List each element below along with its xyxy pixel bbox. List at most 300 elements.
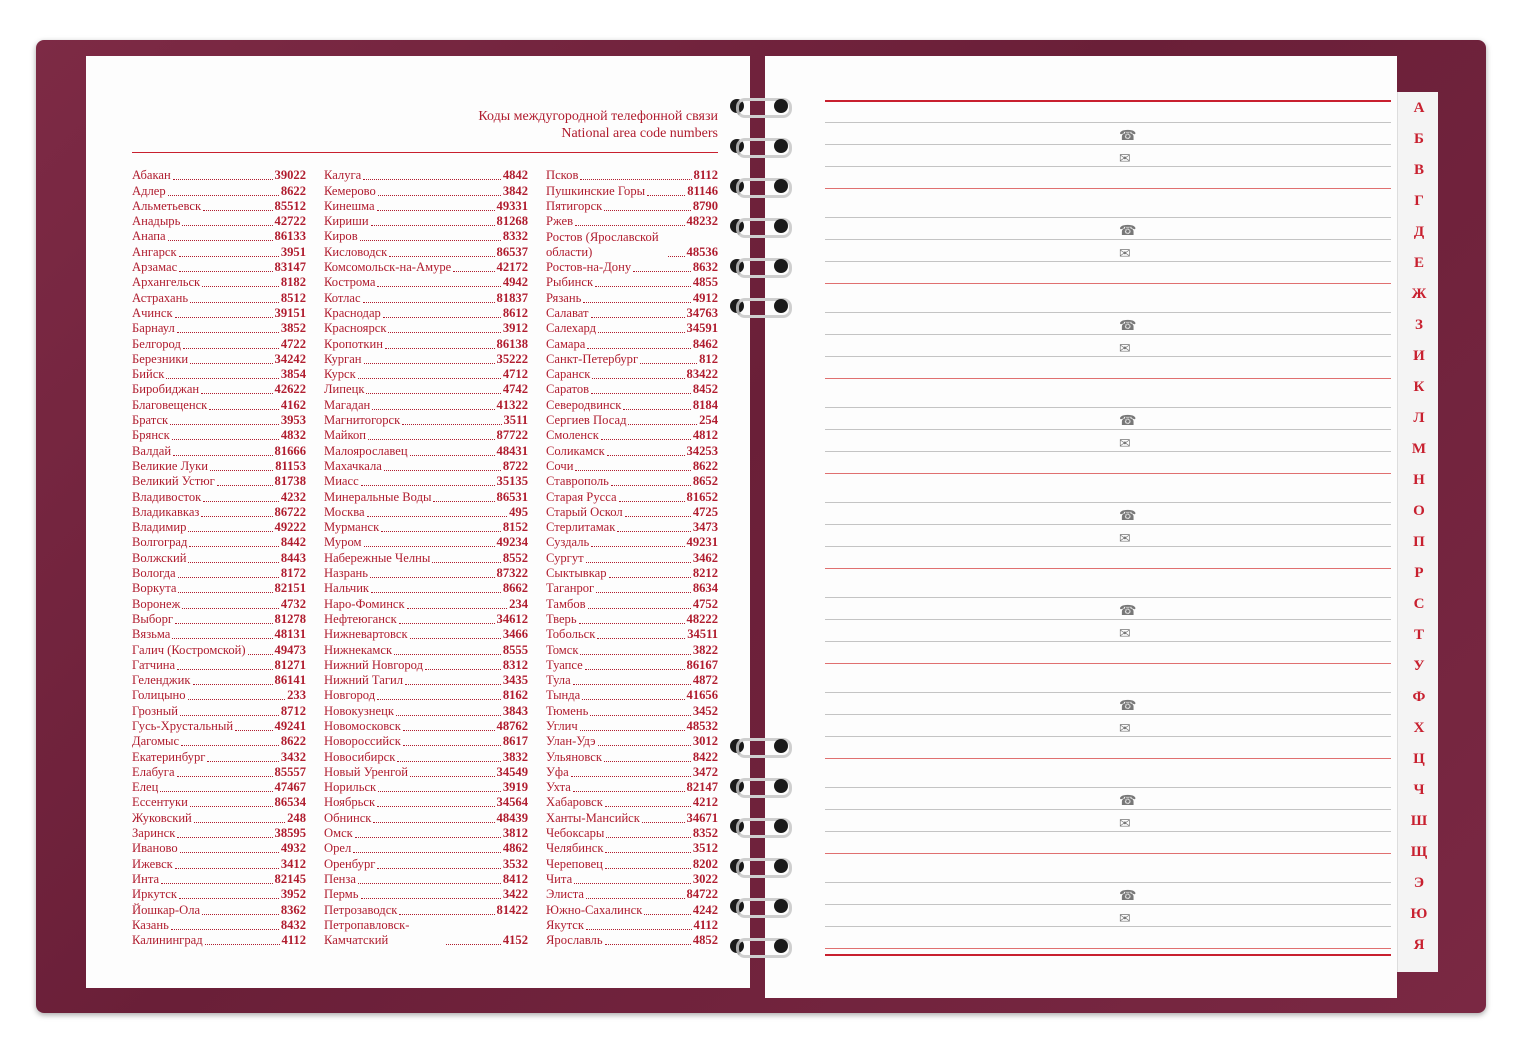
city-name: Набережные Челны	[324, 550, 431, 565]
dot-leader	[403, 745, 501, 746]
city-name: Адлер	[132, 183, 166, 198]
area-code-row	[546, 688, 718, 703]
dot-leader	[194, 822, 285, 823]
alphabet-tab[interactable]: М	[1411, 441, 1427, 457]
area-code: 49231	[686, 535, 718, 550]
code-column-1	[132, 168, 306, 948]
area-code-row	[324, 887, 528, 902]
dot-leader	[201, 393, 272, 394]
dot-leader	[607, 455, 685, 456]
dot-leader	[405, 684, 501, 685]
area-code-row	[546, 596, 718, 611]
dot-leader	[205, 944, 280, 945]
area-code: 8662	[502, 581, 528, 596]
area-code: 8422	[692, 749, 718, 764]
area-code-row	[132, 627, 306, 642]
alphabet-tab[interactable]: Э	[1413, 875, 1425, 891]
area-code-row	[324, 260, 528, 275]
city-name: Киров	[324, 229, 358, 244]
dot-leader	[573, 684, 691, 685]
area-code: 254	[699, 413, 718, 428]
city-name: Магнитогорск	[324, 413, 401, 428]
area-code: 81666	[274, 443, 306, 458]
area-code-row	[132, 765, 306, 780]
dot-leader	[378, 791, 501, 792]
area-code-row	[546, 658, 718, 673]
dot-leader	[598, 745, 691, 746]
dot-leader	[453, 271, 494, 272]
area-code: 86133	[274, 229, 306, 244]
area-code-row	[546, 795, 718, 810]
area-code: 86138	[496, 336, 528, 351]
city-name: Стерлитамак	[546, 520, 616, 535]
area-code-row	[546, 933, 718, 948]
area-code: 3532	[502, 856, 528, 871]
city-name: Краснодар	[324, 305, 381, 320]
area-code: 48439	[496, 810, 528, 825]
alphabet-tab[interactable]: Ц	[1413, 751, 1425, 767]
city-name: Владивосток	[132, 489, 202, 504]
dot-leader	[177, 776, 273, 777]
area-code: 87322	[496, 566, 528, 581]
area-code-row	[132, 382, 306, 397]
area-code-row	[132, 413, 306, 428]
alphabet-tab[interactable]: Т	[1413, 627, 1424, 643]
area-code: 4712	[502, 367, 528, 382]
area-code-row	[132, 703, 306, 718]
dot-leader	[188, 531, 272, 532]
city-name: Валдай	[132, 443, 172, 458]
dot-leader	[168, 240, 273, 241]
dot-leader	[605, 806, 691, 807]
alphabet-tab[interactable]: К	[1413, 379, 1425, 395]
mail-icon: ✉	[1119, 531, 1131, 547]
city-name: Саранск	[546, 367, 591, 382]
alphabet-tab[interactable]: Н	[1413, 472, 1425, 488]
area-code: 87722	[496, 428, 528, 443]
area-code: 8452	[692, 382, 718, 397]
area-code-row	[132, 810, 306, 825]
area-code: 3472	[692, 764, 718, 779]
area-code-row	[132, 443, 306, 458]
phone-icon: ☎	[1119, 128, 1137, 144]
area-code: 48762	[496, 718, 528, 733]
area-code: 8622	[692, 458, 718, 473]
area-code-row	[546, 367, 718, 382]
dot-leader	[160, 791, 272, 792]
dot-leader	[410, 776, 495, 777]
area-code: 8352	[692, 826, 718, 841]
area-code: 49222	[274, 520, 306, 535]
city-name: Нижневартовск	[324, 627, 408, 642]
city-name: Красноярск	[324, 321, 387, 336]
city-name: Рязань	[546, 290, 582, 305]
area-code: 4742	[502, 382, 528, 397]
dot-leader	[585, 669, 685, 670]
area-code: 8162	[502, 688, 528, 703]
area-code-row	[324, 306, 528, 321]
dot-leader	[633, 271, 691, 272]
area-code-row	[324, 535, 528, 550]
city-name: Выборг	[132, 611, 174, 626]
city-name: Екатеринбург	[132, 749, 206, 764]
area-code: 8612	[502, 305, 528, 320]
dot-leader	[173, 179, 273, 180]
area-code-row	[132, 183, 306, 198]
city-name: Брянск	[132, 428, 170, 443]
dot-leader	[377, 868, 500, 869]
city-name: Галич (Костромской)	[132, 642, 246, 657]
city-name: Геленджик	[132, 673, 191, 688]
alphabet-tab[interactable]: Я	[1413, 937, 1425, 953]
area-code-row	[324, 474, 528, 489]
area-code-row	[324, 734, 528, 749]
dot-leader	[575, 470, 690, 471]
area-code-row	[546, 612, 718, 627]
city-name: Воронеж	[132, 596, 181, 611]
phone-icon: ☎	[1119, 793, 1137, 809]
city-name: Архангельск	[132, 275, 201, 290]
dot-leader	[170, 424, 279, 425]
area-code: 8184	[692, 397, 718, 412]
alphabet-tab[interactable]: П	[1413, 534, 1425, 550]
dot-leader	[605, 944, 691, 945]
city-name: Калуга	[324, 168, 362, 183]
alphabet-tab[interactable]: Щ	[1410, 844, 1428, 860]
header-en: National area code numbers	[561, 126, 718, 141]
area-code: 4842	[502, 168, 528, 183]
area-code-row	[546, 474, 718, 489]
alphabet-tab[interactable]: Ж	[1411, 286, 1427, 302]
area-code-row	[324, 336, 528, 351]
dot-leader	[179, 256, 279, 257]
city-name: Южно-Сахалинск	[546, 902, 643, 917]
dot-leader	[573, 791, 685, 792]
dot-leader	[590, 715, 690, 716]
area-code-row	[324, 459, 528, 474]
area-code: 8182	[280, 275, 306, 290]
alphabet-tab[interactable]: Б	[1414, 131, 1424, 147]
area-code: 86141	[274, 673, 306, 688]
dot-leader	[366, 393, 500, 394]
mail-icon: ✉	[1119, 436, 1131, 452]
city-name: Соликамск	[546, 443, 605, 458]
area-code-row	[324, 795, 528, 810]
area-code-row	[546, 306, 718, 321]
area-code-row	[546, 765, 718, 780]
area-code: 34591	[686, 321, 718, 336]
area-code: 8462	[692, 336, 718, 351]
area-code: 49473	[274, 642, 306, 657]
alphabet-tab[interactable]: Л	[1413, 410, 1425, 426]
city-name: Элиста	[546, 887, 585, 902]
city-name: Голицыно	[132, 688, 186, 703]
page-header	[478, 108, 718, 142]
alphabet-tab[interactable]: Ю	[1410, 906, 1428, 922]
mail-icon: ✉	[1119, 721, 1131, 737]
city-name: Комсомольск-на-Амуре	[324, 260, 452, 275]
dot-leader	[177, 669, 272, 670]
city-name: Муром	[324, 535, 362, 550]
city-name: Махачкала	[324, 458, 382, 473]
area-code-row	[324, 244, 528, 259]
city-name: Абакан	[132, 168, 171, 183]
ruled-line	[825, 758, 1391, 759]
dot-leader	[358, 883, 501, 884]
dot-leader	[168, 195, 279, 196]
city-name: Таганрог	[546, 581, 595, 596]
city-name: Анадырь	[132, 214, 181, 229]
dot-leader	[394, 654, 501, 655]
dot-leader	[410, 455, 495, 456]
alphabet-tab[interactable]: Ч	[1413, 782, 1425, 798]
dot-leader	[175, 317, 273, 318]
area-code-row	[324, 658, 528, 673]
ruled-line	[825, 378, 1391, 379]
alphabet-tab[interactable]: Х	[1413, 720, 1425, 736]
binding-ring	[730, 936, 788, 956]
area-code: 81153	[275, 458, 306, 473]
area-code-row	[546, 214, 718, 229]
area-code-row	[132, 229, 306, 244]
area-code-row	[546, 566, 718, 581]
alphabet-tab[interactable]: Ф	[1412, 689, 1426, 705]
dot-leader	[644, 914, 690, 915]
alphabet-tab[interactable]: В	[1413, 162, 1424, 178]
mail-icon: ✉	[1119, 151, 1131, 167]
alphabet-tab[interactable]: О	[1413, 503, 1425, 519]
alphabet-tab[interactable]: З	[1415, 317, 1423, 333]
area-code-row	[132, 260, 306, 275]
city-name: Кострома	[324, 275, 376, 290]
area-code-row	[132, 658, 306, 673]
city-name: Гусь-Хрустальный	[132, 718, 234, 733]
area-code-row	[324, 612, 528, 627]
area-code-row	[324, 229, 528, 244]
dot-leader	[582, 699, 684, 700]
city-name: Сергиев Посад	[546, 413, 627, 428]
area-code-row	[132, 902, 306, 917]
phone-icon: ☎	[1119, 508, 1137, 524]
area-code: 81652	[686, 489, 718, 504]
area-code-row	[132, 336, 306, 351]
ruled-line	[825, 312, 1391, 313]
alphabet-tab[interactable]: У	[1413, 658, 1425, 674]
area-code-row	[132, 290, 306, 305]
alphabet-tab[interactable]: Р	[1414, 565, 1424, 581]
area-code: 4932	[280, 841, 306, 856]
area-code: 8152	[502, 520, 528, 535]
code-column-2	[324, 168, 528, 948]
city-name: Альметьевск	[132, 198, 202, 213]
area-code: 4212	[692, 795, 718, 810]
city-name: Тюмень	[546, 703, 589, 718]
area-code-row	[324, 413, 528, 428]
area-code: 3432	[280, 749, 306, 764]
area-code-row	[324, 749, 528, 764]
dot-leader	[605, 852, 690, 853]
dot-leader	[604, 761, 691, 762]
ruled-line	[825, 714, 1391, 715]
city-name: Иваново	[132, 841, 178, 856]
area-code-row	[132, 428, 306, 443]
city-name: Елец	[132, 780, 159, 795]
dot-leader	[647, 195, 685, 196]
area-code: 8412	[502, 871, 528, 886]
city-name: Ухта	[546, 780, 571, 795]
area-code: 812	[699, 351, 718, 366]
city-name: Новый Уренгой	[324, 764, 409, 779]
dot-leader	[190, 302, 279, 303]
area-code: 4722	[280, 336, 306, 351]
city-name: Вязьма	[132, 627, 171, 642]
ruled-line	[825, 407, 1391, 408]
area-code-row	[324, 489, 528, 504]
area-code: 85557	[274, 764, 306, 779]
mail-icon: ✉	[1119, 246, 1131, 262]
area-code: 3422	[502, 887, 528, 902]
dot-leader	[399, 623, 495, 624]
area-code-row	[132, 734, 306, 749]
dot-leader	[625, 516, 691, 517]
city-name: Рыбинск	[546, 275, 594, 290]
city-name: Нижнекамск	[324, 642, 393, 657]
header-ru: Коды междугородной телефонной связи	[478, 109, 718, 124]
area-code: 3952	[280, 887, 306, 902]
alphabet-tab[interactable]: Д	[1413, 224, 1425, 240]
area-code-row	[324, 719, 528, 734]
ruled-line	[825, 831, 1391, 832]
ruled-line	[825, 166, 1391, 167]
city-name: Кемерово	[324, 183, 376, 198]
area-code-row	[324, 765, 528, 780]
binding-ring	[730, 176, 788, 196]
binding-ring	[730, 776, 788, 796]
dot-leader	[177, 837, 272, 838]
area-code-row	[132, 780, 306, 795]
dot-leader	[586, 562, 691, 563]
area-code-row	[546, 780, 718, 795]
city-name: Тверь	[546, 611, 577, 626]
top-rule	[825, 100, 1391, 102]
city-name: Инта	[132, 871, 160, 886]
dot-leader	[190, 363, 272, 364]
alphabet-tab[interactable]: Г	[1414, 193, 1424, 209]
dot-leader	[592, 378, 684, 379]
area-code: 34564	[496, 795, 528, 810]
city-name: Владимир	[132, 520, 187, 535]
dot-leader	[377, 286, 500, 287]
city-name: Сыктывкар	[546, 566, 607, 581]
dot-leader	[182, 225, 272, 226]
dot-leader	[617, 531, 690, 532]
dot-leader	[410, 638, 501, 639]
area-code-row	[324, 902, 528, 917]
area-code: 8712	[280, 703, 306, 718]
ruled-line	[825, 568, 1391, 569]
area-code-row	[132, 872, 306, 887]
alphabet-tab[interactable]: Е	[1413, 255, 1424, 271]
binding-ring	[730, 216, 788, 236]
city-name: Пушкинские Горы	[546, 183, 646, 198]
area-code: 8112	[693, 168, 718, 183]
area-code: 86167	[686, 657, 718, 672]
area-code: 39022	[274, 168, 306, 183]
area-code-row	[324, 627, 528, 642]
area-code-row	[546, 918, 718, 933]
city-name: Ярославль	[546, 933, 603, 948]
city-name: Белгород	[132, 336, 181, 351]
dot-leader	[179, 898, 279, 899]
alphabet-tab[interactable]: А	[1413, 100, 1425, 116]
city-name: Малоярославец	[324, 443, 408, 458]
city-name: Кропоткин	[324, 336, 383, 351]
area-code-row	[546, 428, 718, 443]
area-code-row	[324, 520, 528, 535]
area-code-row	[132, 642, 306, 657]
city-name: Санкт-Петербург	[546, 351, 639, 366]
alphabet-tab[interactable]: Ш	[1410, 813, 1428, 829]
dot-leader	[399, 914, 494, 915]
area-code-row	[324, 826, 528, 841]
area-code: 34242	[274, 351, 306, 366]
ruled-line	[825, 334, 1391, 335]
area-code: 82147	[686, 780, 718, 795]
area-code: 42722	[274, 214, 306, 229]
area-code: 3854	[280, 367, 306, 382]
area-code: 34549	[496, 764, 528, 779]
area-code: 82145	[274, 871, 306, 886]
dot-leader	[203, 501, 279, 502]
area-code-row	[324, 596, 528, 611]
city-name: Углич	[546, 718, 578, 733]
city-name: Миасс	[324, 474, 359, 489]
area-code-row	[324, 367, 528, 382]
city-name: Новокузнецк	[324, 703, 394, 718]
dot-leader	[580, 179, 691, 180]
city-name: Мурманск	[324, 520, 380, 535]
city-name: Кисловодск	[324, 244, 388, 259]
dot-leader	[385, 348, 495, 349]
area-code: 47467	[274, 780, 306, 795]
dot-leader	[571, 776, 691, 777]
area-code: 8432	[280, 917, 306, 932]
area-code: 81268	[496, 214, 528, 229]
ruled-line	[825, 502, 1391, 503]
dot-leader	[605, 868, 691, 869]
area-code-row	[546, 168, 718, 183]
area-code-row	[132, 367, 306, 382]
area-code: 4862	[502, 841, 528, 856]
dot-leader	[407, 608, 507, 609]
area-code: 42622	[274, 382, 306, 397]
area-code-row	[546, 275, 718, 290]
area-code-row	[324, 780, 528, 795]
area-code-row	[546, 535, 718, 550]
area-code-row	[546, 841, 718, 856]
city-name: Кириши	[324, 214, 369, 229]
dot-leader	[372, 409, 494, 410]
dot-leader	[619, 501, 685, 502]
area-code-row	[132, 489, 306, 504]
area-code-row	[324, 581, 528, 596]
area-code: 8634	[692, 581, 718, 596]
dot-leader	[180, 715, 279, 716]
area-code: 49234	[496, 535, 528, 550]
area-code: 84722	[686, 887, 718, 902]
alphabet-tab[interactable]: И	[1413, 348, 1425, 364]
alphabet-tab[interactable]: С	[1413, 596, 1425, 612]
